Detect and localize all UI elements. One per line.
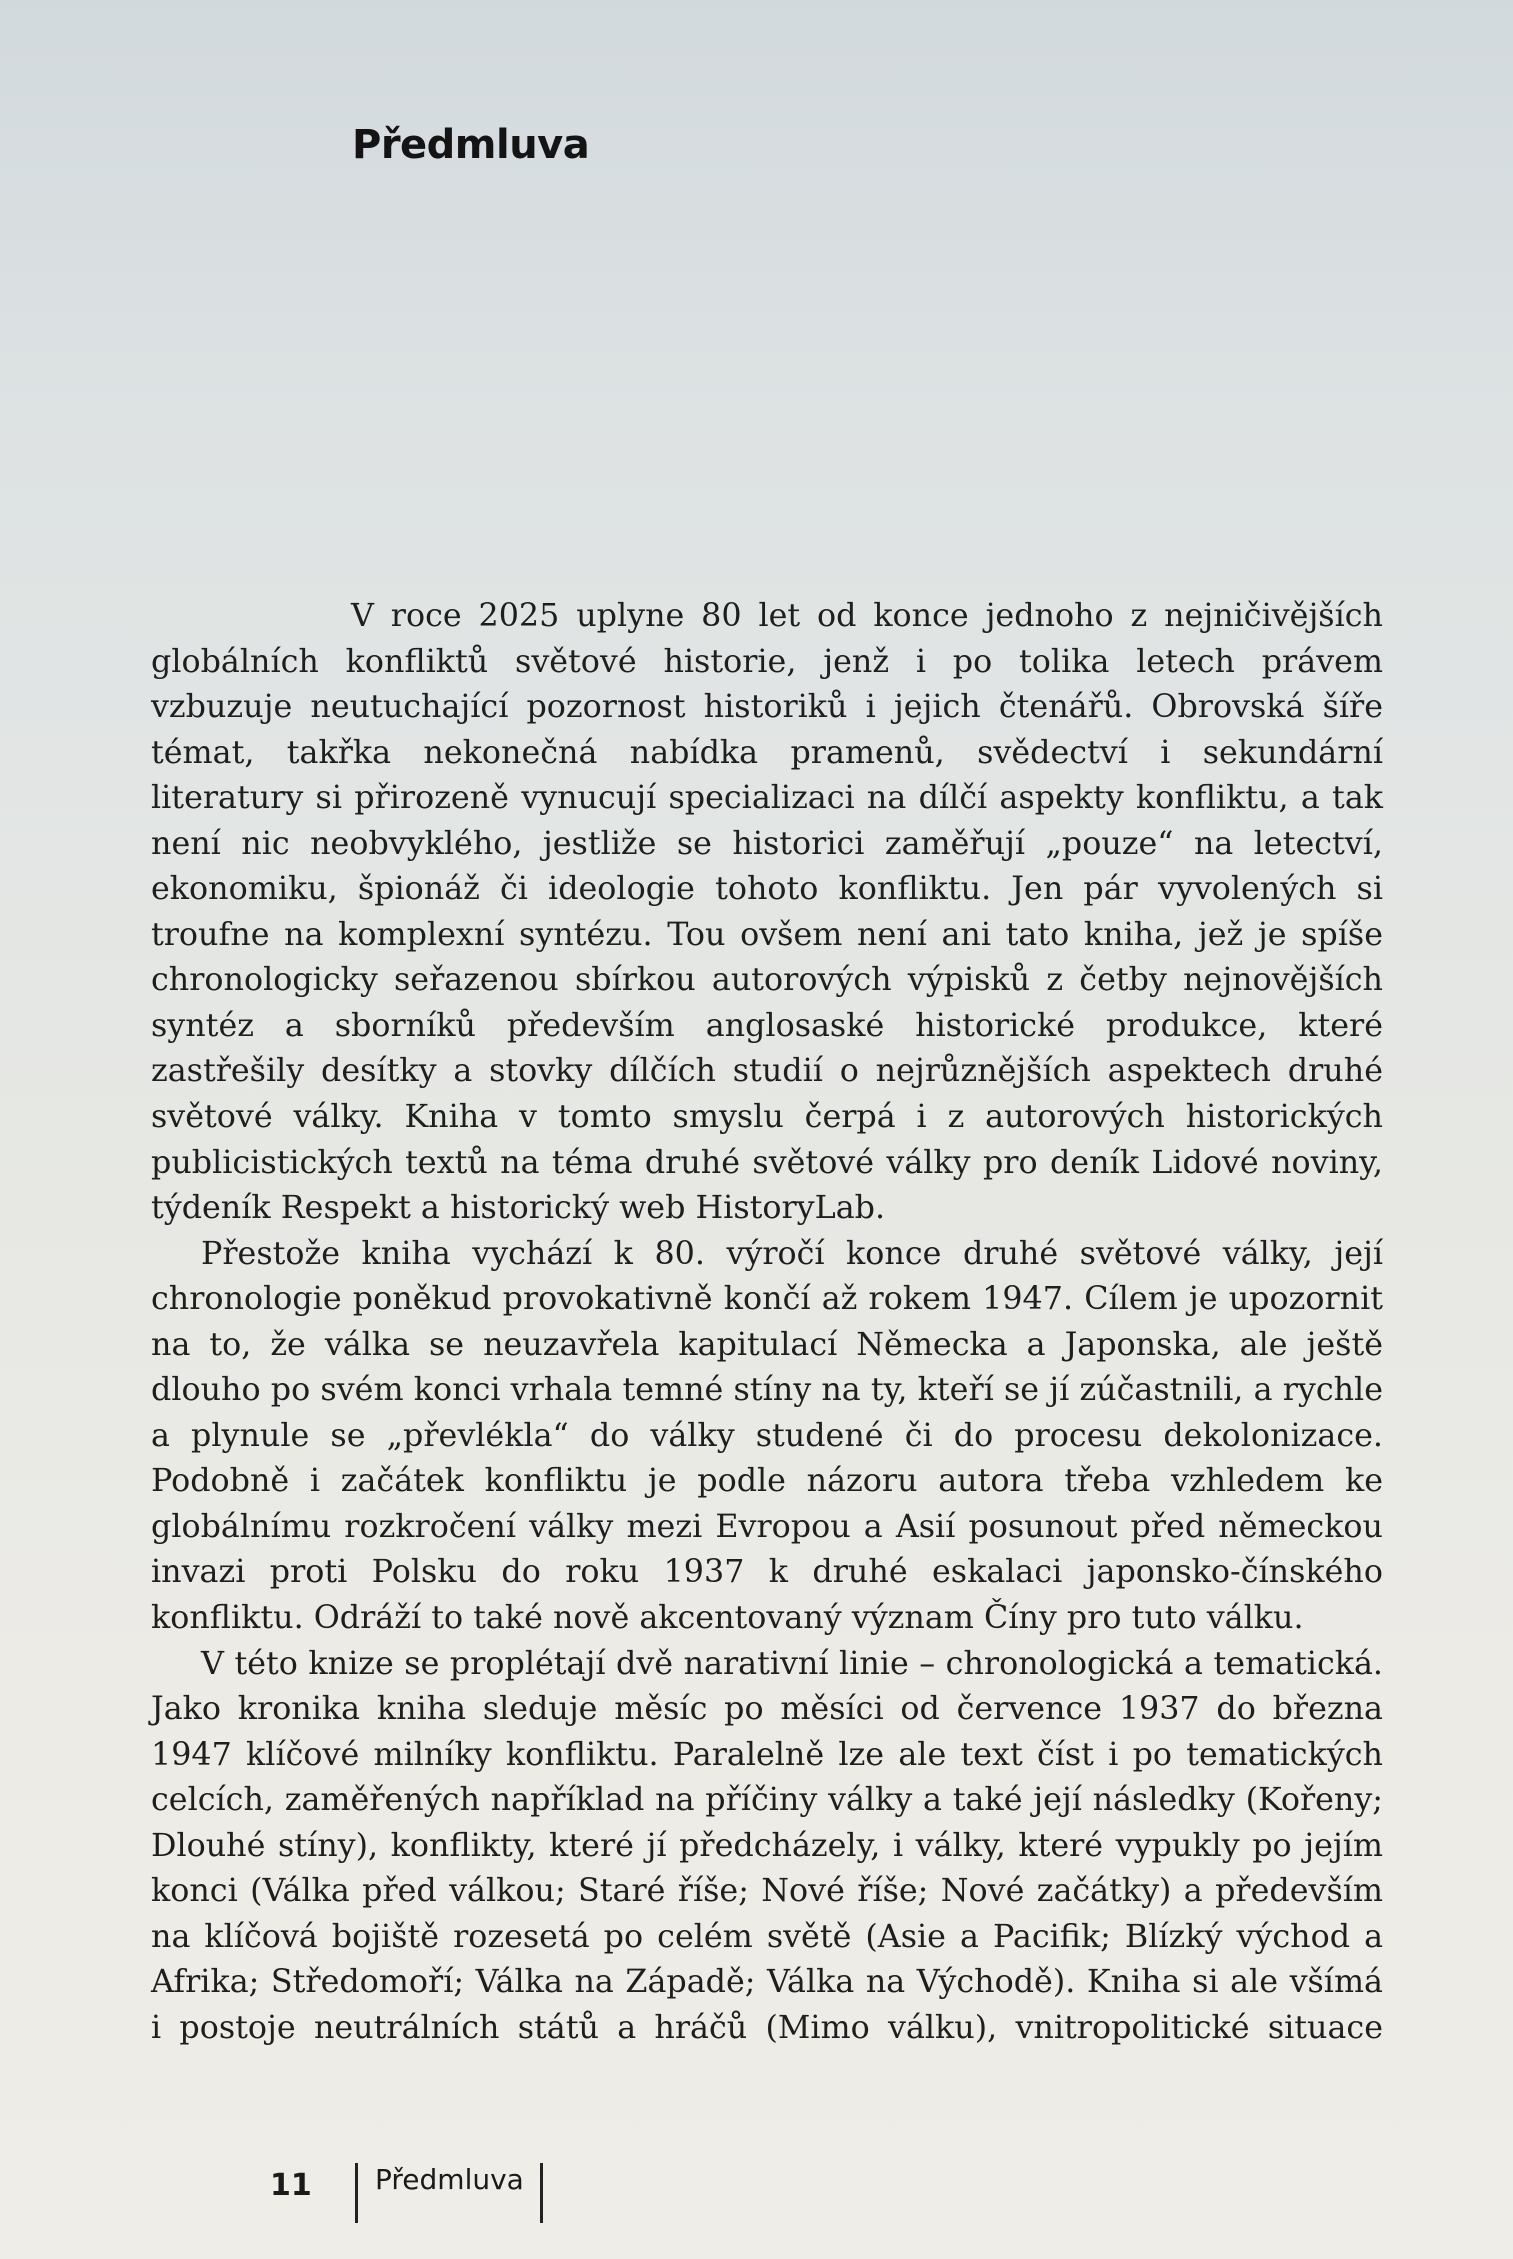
chapter-title: Předmluva xyxy=(352,122,590,168)
running-head: Předmluva xyxy=(375,2163,524,2196)
paragraph-2: Přestože kniha vychází k 80. výročí konce druhé světové války, její chronologie poněkud provokativně končí až rokem 1947. Cílem je upozornit na to, že válka se neuzavřela kapitulací Německa a Japonska, ale ještě dlouho po svém konci vrhala temné stíny na ty, kteří se jí zúčastnili, a rychle a plynule se „převlékla“ do války studené či do procesu dekolonizace. Podobně i začátek konfliktu je podle názoru autora třeba vzhledem ke globálnímu rozkročení války mezi Evropou a Asií posunout před německou invazi proti Polsku do roku 1937 k druhé eskalaci japonsko-čínského konfliktu. Odráží to také nově akcentovaný význam Číny pro tuto válku. xyxy=(151,1235,1383,1637)
paragraph-3: V této knize se proplétají dvě narativní linie – chronologická a tematická. Jako kronika kniha sleduje měsíc po měsíci od července 1937 do března 1947 klíčové milníky konfliktu. Paralelně lze ale text číst i po tematických celcích, zaměřených například na příčiny války a také její následky (Kořeny; Dlouhé stíny), konflikty, které jí předcházely, i války, které vypukly po jejím konci (Válka před válkou; Staré říše; Nové říše; Nové začátky) a především na klíčová bojiště rozesetá po celém světě (Asie a Pacifik; Blízký východ a Afrika; Středomoří; Válka na Západě; Válka na Východě). Kniha si ale všímá i postoje neutrálních států a hráčů (Mimo válku), vnitropolitické situace xyxy=(151,1645,1383,2046)
footer-divider-right xyxy=(540,2163,543,2223)
paragraph-1: V roce 2025 uplyne 80 let od konce jednoho z nejničivějších globálních konfliktů světové historie, jenž i po tolika letech právem vzbuzuje neutuchající pozornost historiků i jejich čtenářů. Obrovská šíře témat, takřka nekonečná nabídka pramenů, svědectví i sekundární literatury si přirozeně vynucují specializaci na dílčí aspekty konfliktu, a tak není nic neobvyklého, jestliže se historici zaměřují „pouze“ na letectví, ekonomiku, špionáž či ideologie tohoto konfliktu. Jen pár vyvolených si troufne na komplexní syntézu. Tou ovšem není ani tato kniha, jež je spíše chronologicky seřazenou sbírkou autorových výpisků z četby nejnovějších syntéz a sborníků především anglosaské historické produkce, které zastřešily desítky a stovky dílčích studií o nejrůznějších aspektech druhé světové války. Kniha v tomto smyslu čerpá i z autorových historických publicistických textů na téma druhé světové války pro deník Lidové noviny, týdeník Respekt a historický web HistoryLab. xyxy=(151,598,1383,1227)
page-footer xyxy=(0,2163,1513,2233)
body-text xyxy=(151,594,1383,2052)
page-number: 11 xyxy=(270,2168,312,2203)
footer-divider-left xyxy=(355,2163,358,2223)
